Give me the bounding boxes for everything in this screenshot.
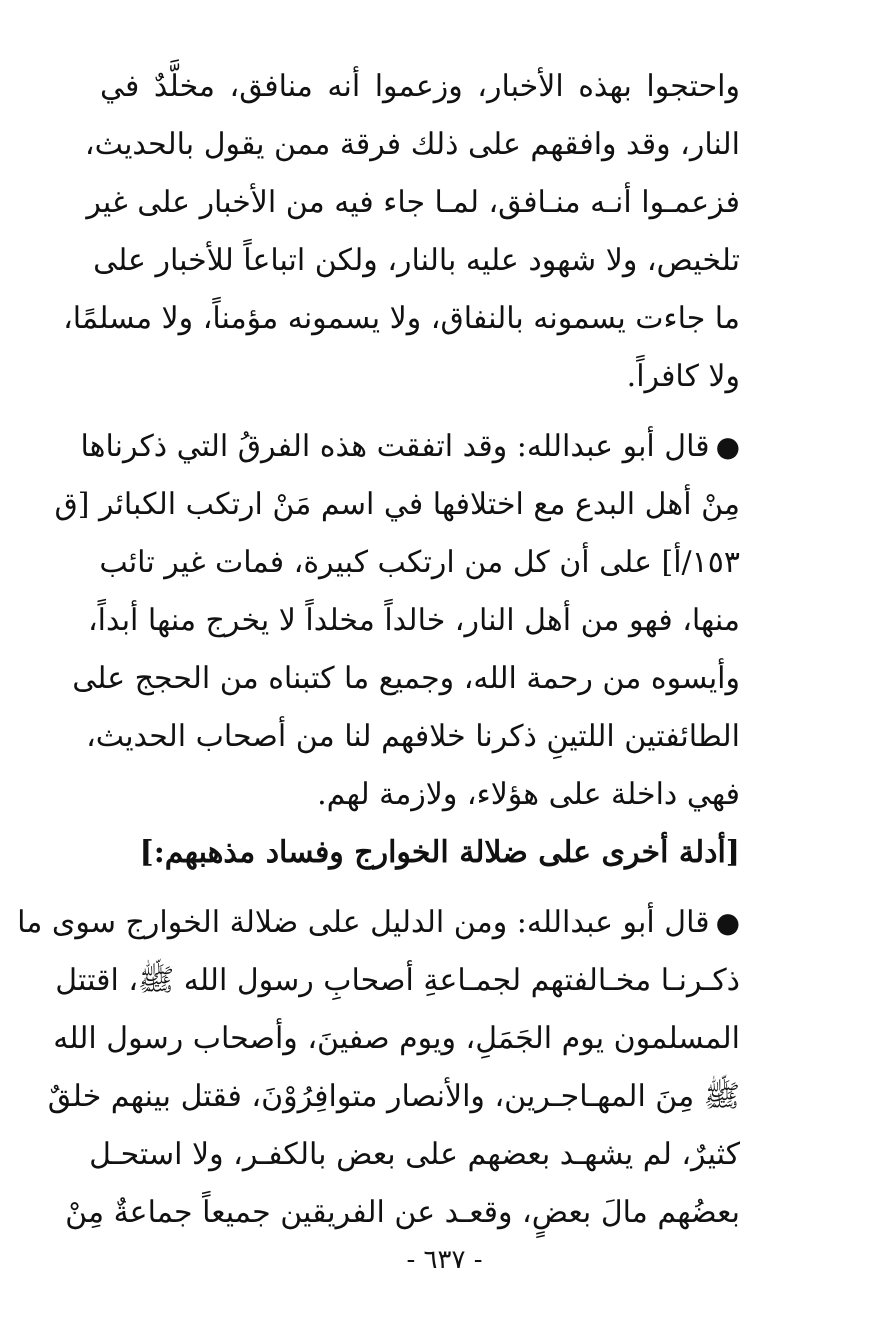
text-line: وأيسوه من رحمة الله، وجميع ما كتبناه من الحجج على [72, 661, 740, 696]
paragraph-1 [63, 58, 740, 406]
bullet-icon: ● [715, 906, 740, 939]
text-line: واحتجوا بهذه الأخبار، وزعموا أنه منافق، مخلَّدٌ في [100, 69, 740, 104]
page-number: - ٦٣٧ - [406, 1245, 483, 1275]
text-line: مِنْ أهل البدع مع اختلافها في اسم مَنْ ارتكب الكبائر [ق [54, 487, 740, 522]
text-line: ١٥٣/أ] على أن كل من ارتكب كبيرة، فمات غير تائب [99, 545, 740, 580]
section-heading-text: [أدلة أخرى على ضلالة الخوارج وفساد مذهبهم:] [139, 835, 740, 870]
text-line: منها، فهو من أهل النار، خالداً مخلداً لا يخرج منها أبداً، [87, 603, 740, 638]
paragraph-3 [17, 894, 740, 1242]
bullet-icon: ● [715, 430, 740, 463]
text-line: كثيرٌ، لم يشهـد بعضهم على بعض بالكفـر، ولا استحـل [89, 1137, 740, 1172]
text-line: فزعمـوا أنـه منـافق، لمـا جاء فيه من الأخبار على غير [86, 185, 740, 220]
text-line: ذكـرنـا مخـالفتهم لجمـاعةِ أصحابِ رسول الله ﷺ، اقتتل [55, 963, 740, 998]
paragraph-2 [54, 418, 740, 824]
text-line: تلخيص، ولا شهود عليه بالنار، ولكن اتباعاً للأخبار على [93, 243, 740, 278]
text-line: المسلمون يوم الجَمَلِ، ويوم صفينَ، وأصحاب رسول الله [53, 1021, 740, 1056]
text-line: ﷺ مِنَ المهـاجـرين، والأنصار متوافِرُوْنَ، فقتل بينهم خلقٌ [47, 1079, 740, 1114]
text-line: بعضُهم مالَ بعضٍ، وقعـد عن الفريقين جميعاً جماعةٌ مِنْ [65, 1195, 740, 1230]
text-line-content: قال أبو عبدالله: وقد اتفقت هذه الفرقُ التي ذكرناها [80, 429, 710, 464]
section-heading [100, 824, 740, 882]
page-body [17, 58, 740, 1242]
text-line: فهي داخلة على هؤلاء، ولازمة لهم. [317, 777, 740, 812]
text-line: ولا كافراً. [626, 359, 740, 394]
text-line-content: قال أبو عبدالله: ومن الدليل على ضلالة الخوارج سوى ما [17, 905, 710, 940]
text-line: الطائفتين اللتينِ ذكرنا خلافهم لنا من أصحاب الحديث، [86, 719, 740, 754]
text-line: ما جاءت يسمونه بالنفاق، ولا يسمونه مؤمناً، ولا مسلمًا، [63, 301, 740, 336]
text-line [17, 894, 740, 952]
text-line [80, 418, 740, 476]
text-line: النار، وقد وافقهم على ذلك فرقة ممن يقول بالحديث، [84, 127, 740, 162]
